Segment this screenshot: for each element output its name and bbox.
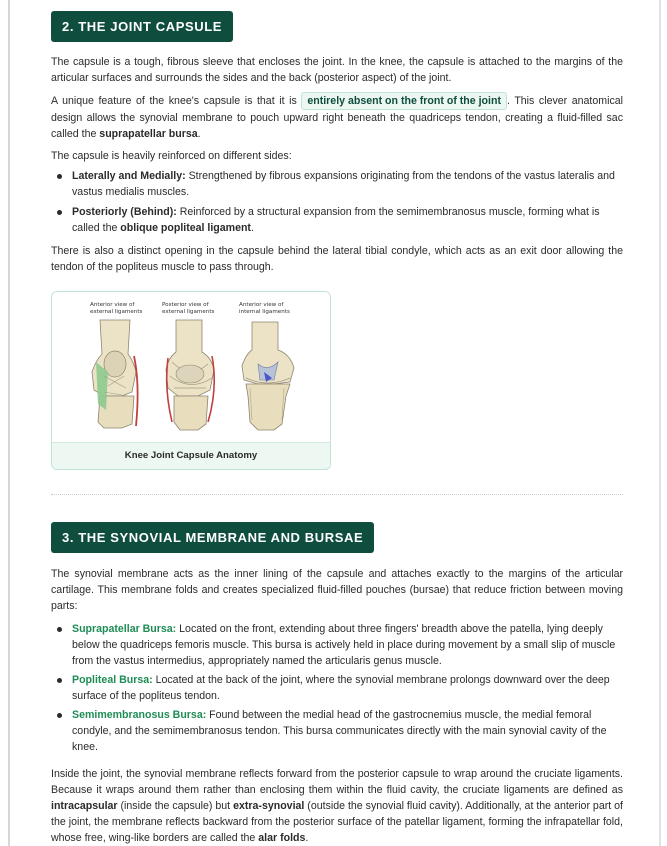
- bullet-text: Located on the front, extending about three fingers' breadth above the patella, lying deeply below the quadriceps femoris muscle. This bursa is actively held in place during movement by a small slip of muscle from the vastus intermedius, appropriately named the articularis genus muscle.: [72, 623, 616, 667]
- bullet-text: Found between the medial head of the gastrocnemius muscle, the medial femoral condyle, and the semimembranosus tendon. This bursa communicates directly with the main synovial cavity of the knee.: [72, 709, 607, 753]
- list-item: [51, 672, 623, 704]
- list-item: [51, 204, 623, 236]
- section-divider: [51, 494, 623, 495]
- reinforcement-intro: The capsule is heavily reinforced on different sides:: [51, 150, 292, 162]
- list-item: [51, 168, 623, 200]
- text-run: Inside the joint, the synovial membrane reflects forward from the posterior capsule to wrap around the cruciate ligaments. Because it wraps around them rather than enclosing them within the fluid cavity, the cruciate ligaments are defined as: [51, 768, 623, 796]
- knee-anterior-external-icon: [92, 320, 138, 428]
- bullet-text: Located at the back of the joint, where the synovial membrane prolongs downward over the deep surface of the popliteus tendon.: [72, 674, 610, 702]
- list-item: [51, 707, 623, 755]
- figure-label: Anterior view of internal ligaments: [239, 302, 290, 315]
- bold-term: oblique popliteal ligament: [120, 222, 251, 234]
- text-run: .: [197, 128, 201, 140]
- reinforcement-list: [51, 168, 623, 236]
- bold-term: extra-synovial: [233, 800, 305, 812]
- knee-posterior-external-icon: [166, 320, 214, 430]
- list-item: [51, 621, 623, 669]
- synovial-intro-paragraph: The synovial membrane acts as the inner lining of the capsule and attaches exactly to the margins of the articular cartilage. This membrane folds and creates specialized fluid-filled pouches (bursae) that reduce friction between moving parts:: [51, 568, 623, 612]
- cruciate-paragraph: [51, 766, 623, 846]
- text-run: (outside the synovial fluid cavity). Additionally, at the anterior part of the joint, the membrane reflects backward from the posterior surface of the patellar ligament, forming the infrapatellar fold, whose free, wing-like borders are called the: [51, 800, 623, 844]
- bullet-term: Posteriorly (Behind):: [72, 206, 177, 218]
- text-run: .: [250, 222, 254, 234]
- document-content: [51, 11, 623, 846]
- knee-bones-drawing: [52, 292, 330, 442]
- text-run: .: [305, 832, 309, 844]
- text-run: A unique feature of the knee's capsule is that it is: [51, 95, 302, 107]
- knee-illustration: [52, 292, 330, 442]
- text-run: . This clever anatomical design allows the synovial membrane to pouch upward right beneath the quadriceps tendon, creating a fluid-filled sac called the: [51, 95, 623, 140]
- capsule-intro-paragraph: The capsule is a tough, fibrous sleeve that encloses the joint. In the knee, the capsule is attached to the margins of the articular surfaces and surrounds the sides and the back (posterior aspect) of the joint.: [51, 56, 623, 84]
- section-3-heading: 3. THE SYNOVIAL MEMBRANE AND BURSAE: [51, 522, 374, 553]
- bullet-term: Laterally and Medially:: [72, 170, 186, 182]
- bullet-term: Semimembranosus Bursa:: [72, 709, 207, 721]
- knee-figure-card: [51, 291, 331, 470]
- figure-label: Anterior view of external ligaments: [90, 302, 143, 315]
- page-right-border: [659, 0, 661, 846]
- text-run: (inside the capsule) but: [117, 800, 234, 812]
- bullet-text: Strengthened by fibrous expansions originating from the tendons of the vastus lateralis and vastus medialis muscles.: [72, 170, 615, 198]
- knee-anterior-internal-icon: [242, 322, 294, 430]
- bullet-term: Suprapatellar Bursa:: [72, 623, 177, 635]
- bold-term: alar folds: [258, 832, 306, 844]
- section-2-heading: 2. THE JOINT CAPSULE: [51, 11, 233, 42]
- bullet-text: Reinforced by a structural expansion from the semimembranosus muscle, forming what is called the: [72, 206, 600, 234]
- bold-term: suprapatellar bursa: [99, 128, 198, 140]
- figure-label: Posterior view of external ligaments: [162, 302, 215, 315]
- page-left-border: [8, 0, 10, 846]
- bursae-list: [51, 621, 623, 755]
- bullet-term: Popliteal Bursa:: [72, 674, 153, 686]
- highlighted-phrase: entirely absent on the front of the joint: [301, 92, 507, 110]
- figure-caption: Knee Joint Capsule Anatomy: [52, 442, 330, 469]
- capsule-unique-paragraph: [51, 92, 623, 142]
- capsule-opening-paragraph: There is also a distinct opening in the capsule behind the lateral tibial condyle, which acts as an exit door allowing the tendon of the popliteus muscle to pass through.: [51, 245, 623, 273]
- bold-term: intracapsular: [51, 800, 118, 812]
